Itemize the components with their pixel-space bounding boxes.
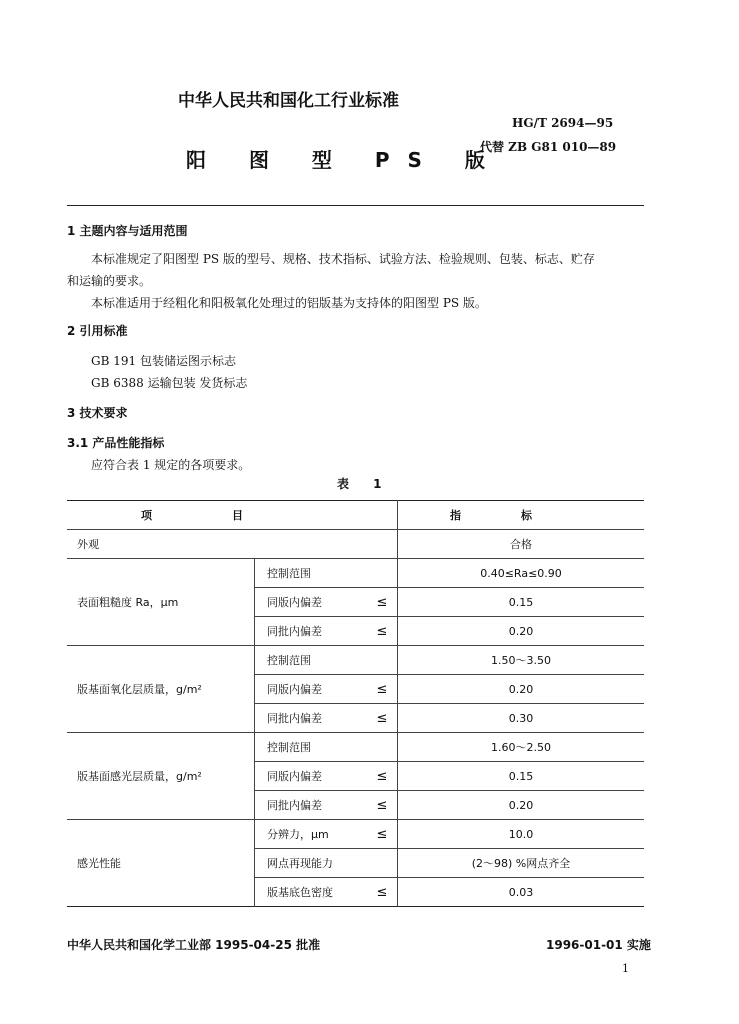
row-sub: 控制范围 xyxy=(255,733,368,762)
row-sub: 同批内偏差 xyxy=(255,617,368,646)
section-2-heading: 2 引用标准 xyxy=(67,324,128,338)
row-sub: 同版内偏差 xyxy=(255,762,368,791)
row-le: ≤ xyxy=(367,762,398,791)
table-row xyxy=(67,646,644,675)
document-title: 阳 图 型 PS 版 xyxy=(186,148,503,172)
standard-code: HG/T 2694—95 xyxy=(512,116,614,130)
row-value: 10.0 xyxy=(398,820,645,849)
row-le: ≤ xyxy=(367,791,398,820)
row-le: ≤ xyxy=(367,617,398,646)
table-header-row xyxy=(67,501,644,530)
row-value: 合格 xyxy=(398,530,645,559)
row-sub: 同批内偏差 xyxy=(255,704,368,733)
effective-date: 1996-01-01 实施 xyxy=(546,938,651,952)
section-1-paragraph-2: 本标准适用于经粗化和阳极氧化处理过的铝版基为支持体的阳图型 PS 版。 xyxy=(91,296,487,310)
table-row xyxy=(67,530,644,559)
row-value: 0.15 xyxy=(398,762,645,791)
row-sub: 分辨力，μm xyxy=(255,820,368,849)
table-row xyxy=(67,559,644,588)
row-le xyxy=(367,646,398,675)
section-3-1-heading: 3.1 产品性能指标 xyxy=(67,436,165,450)
row-value: 1.50～3.50 xyxy=(398,646,645,675)
table-caption: 表 1 xyxy=(337,477,392,491)
row-value: 0.30 xyxy=(398,704,645,733)
row-sub: 控制范围 xyxy=(255,646,368,675)
row-item: 表面粗糙度 Ra，μm xyxy=(67,559,255,646)
header-value: 指标 xyxy=(450,509,592,522)
page-number: 1 xyxy=(622,962,629,975)
reference-gb191: GB 191 包装储运图示标志 xyxy=(91,354,236,368)
row-le: ≤ xyxy=(367,704,398,733)
row-value: (2～98) %网点齐全 xyxy=(398,849,645,878)
row-value: 0.03 xyxy=(398,878,645,907)
row-sub: 同版内偏差 xyxy=(255,588,368,617)
row-value: 1.60～2.50 xyxy=(398,733,645,762)
row-sub: 同版内偏差 xyxy=(255,675,368,704)
table-row xyxy=(67,733,644,762)
row-le: ≤ xyxy=(367,675,398,704)
row-value: 0.20 xyxy=(398,617,645,646)
row-le: ≤ xyxy=(367,588,398,617)
row-sub: 控制范围 xyxy=(255,559,368,588)
spec-table xyxy=(67,500,644,907)
row-le xyxy=(367,559,398,588)
approval-statement: 中华人民共和国化学工业部 1995-04-25 批准 xyxy=(67,938,321,952)
row-sub: 版基底色密度 xyxy=(255,878,368,907)
section-3-heading: 3 技术要求 xyxy=(67,406,128,420)
row-item: 版基面氧化层质量，g/m² xyxy=(67,646,255,733)
header-item: 项目 xyxy=(67,501,398,530)
section-1-heading: 1 主题内容与适用范围 xyxy=(67,224,188,238)
row-le: ≤ xyxy=(367,820,398,849)
row-le xyxy=(367,733,398,762)
row-value: 0.20 xyxy=(398,675,645,704)
issuing-organization: 中华人民共和国化工行业标准 xyxy=(178,91,399,111)
reference-gb6388: GB 6388 运输包装 发货标志 xyxy=(91,376,248,390)
row-sub: 网点再现能力 xyxy=(255,849,368,878)
section-3-1-paragraph: 应符合表 1 规定的各项要求。 xyxy=(91,458,251,472)
row-value: 0.15 xyxy=(398,588,645,617)
row-le: ≤ xyxy=(367,878,398,907)
section-1-paragraph-1: 本标准规定了阳图型 PS 版的型号、规格、技术指标、试验方法、检验规则、包装、标志、贮存 xyxy=(91,252,595,266)
row-le xyxy=(367,849,398,878)
row-value: 0.20 xyxy=(398,791,645,820)
row-item: 感光性能 xyxy=(67,820,255,907)
replaced-standard: 代替 ZB G81 010—89 xyxy=(480,140,617,154)
section-1-paragraph-1-cont: 和运输的要求。 xyxy=(67,274,152,288)
row-sub: 同批内偏差 xyxy=(255,791,368,820)
row-item: 外观 xyxy=(67,530,398,559)
row-value: 0.40≤Ra≤0.90 xyxy=(398,559,645,588)
header-divider xyxy=(67,205,644,206)
row-item: 版基面感光层质量，g/m² xyxy=(67,733,255,820)
table-row xyxy=(67,820,644,849)
